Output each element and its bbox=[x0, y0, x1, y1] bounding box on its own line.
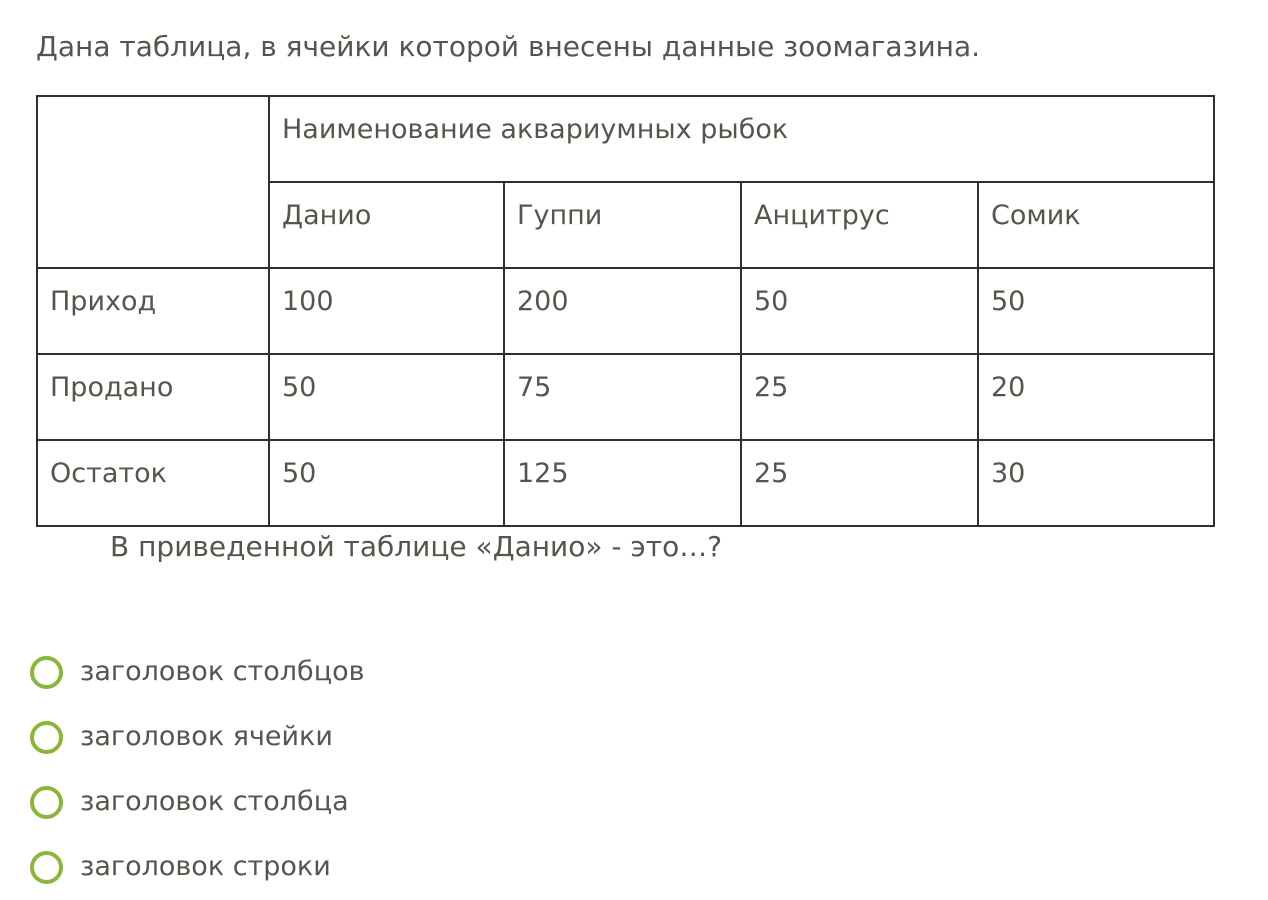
row-header-ostatok: Остаток bbox=[37, 440, 269, 526]
zoo-shop-table bbox=[36, 95, 1215, 527]
table-row bbox=[37, 440, 1214, 526]
column-header-danio: Данио bbox=[269, 182, 504, 268]
radio-button-icon[interactable] bbox=[30, 721, 63, 754]
option-label[interactable]: заголовок столбцов bbox=[80, 655, 365, 687]
column-header-guppy: Гуппи bbox=[504, 182, 741, 268]
table-cell: 75 bbox=[504, 354, 741, 440]
table-group-header: Наименование аквариумных рыбок bbox=[269, 96, 1214, 182]
table-corner-cell bbox=[37, 96, 269, 268]
table-group-header-row bbox=[37, 96, 1214, 182]
question-text: В приведенной таблице «Данио» - это…? bbox=[110, 530, 723, 563]
option-label[interactable]: заголовок ячейки bbox=[80, 720, 333, 752]
table-cell: 125 bbox=[504, 440, 741, 526]
column-header-somik: Сомик bbox=[978, 182, 1214, 268]
option-zagolovok-stolbcov[interactable] bbox=[30, 654, 365, 690]
option-zagolovok-stroki[interactable] bbox=[30, 849, 365, 885]
option-label[interactable]: заголовок строки bbox=[80, 850, 331, 882]
column-header-ancitrus: Анцитрус bbox=[741, 182, 978, 268]
option-zagolovok-stolbca[interactable] bbox=[30, 784, 365, 820]
table-cell: 50 bbox=[978, 268, 1214, 354]
table-cell: 50 bbox=[269, 440, 504, 526]
option-zagolovok-yacheyki[interactable] bbox=[30, 719, 365, 755]
table-cell: 50 bbox=[741, 268, 978, 354]
radio-button-icon[interactable] bbox=[30, 786, 63, 819]
radio-button-icon[interactable] bbox=[30, 851, 63, 884]
table-cell: 100 bbox=[269, 268, 504, 354]
option-label[interactable]: заголовок столбца bbox=[80, 785, 349, 817]
answer-options bbox=[30, 654, 365, 900]
table-row bbox=[37, 268, 1214, 354]
table-cell: 25 bbox=[741, 440, 978, 526]
row-header-prodano: Продано bbox=[37, 354, 269, 440]
table-cell: 20 bbox=[978, 354, 1214, 440]
radio-button-icon[interactable] bbox=[30, 656, 63, 689]
table-cell: 50 bbox=[269, 354, 504, 440]
task-title: Дана таблица, в ячейки которой внесены данные зоомагазина. bbox=[36, 30, 981, 63]
table-cell: 25 bbox=[741, 354, 978, 440]
row-header-prihod: Приход bbox=[37, 268, 269, 354]
table-cell: 200 bbox=[504, 268, 741, 354]
table-row bbox=[37, 354, 1214, 440]
table-cell: 30 bbox=[978, 440, 1214, 526]
